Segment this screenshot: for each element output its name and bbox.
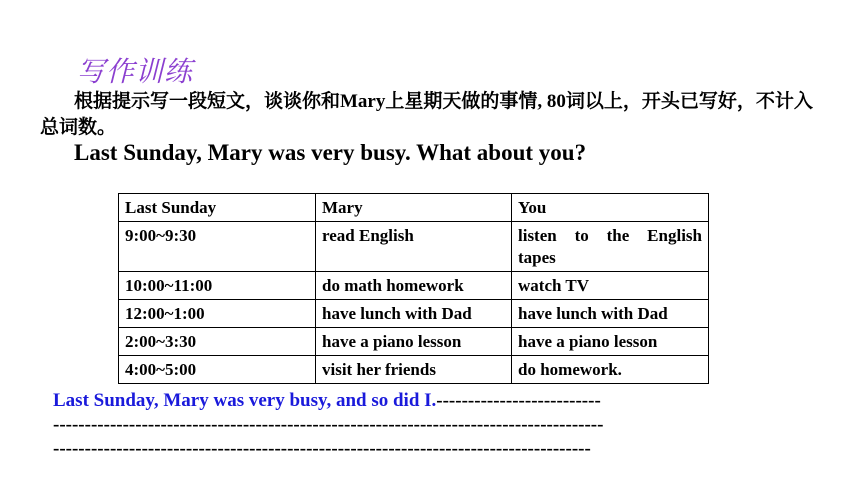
answer-start: Last Sunday, Mary was very busy, and so did I. — [53, 390, 437, 411]
table-row — [119, 272, 709, 300]
table-row — [119, 300, 709, 328]
mary-cell: do math homework — [316, 272, 512, 300]
header-cell-time: Last Sunday — [119, 194, 316, 222]
time-cell: 10:00~11:00 — [119, 272, 316, 300]
you-cell: watch TV — [512, 272, 709, 300]
answer-dashes-1: -------------------------- — [436, 390, 601, 411]
lead-sentence: Last Sunday, Mary was very busy. What about you? — [74, 140, 587, 165]
schedule-table — [118, 193, 709, 384]
time-cell: 12:00~1:00 — [119, 300, 316, 328]
answer-line-1 — [53, 389, 603, 413]
mary-cell: visit her friends — [316, 356, 512, 384]
header-cell-you: You — [512, 194, 709, 222]
time-cell: 4:00~5:00 — [119, 356, 316, 384]
you-cell: have a piano lesson — [512, 328, 709, 356]
you-cell: have lunch with Dad — [512, 300, 709, 328]
time-cell: 2:00~3:30 — [119, 328, 316, 356]
table-row — [119, 356, 709, 384]
mary-cell: have a piano lesson — [316, 328, 512, 356]
answer-area — [53, 389, 603, 461]
table-row — [119, 222, 709, 272]
table-header-row — [119, 194, 709, 222]
mary-cell: have lunch with Dad — [316, 300, 512, 328]
exercise-heading: 写作训练 — [77, 55, 194, 88]
answer-dashes-3: ------------------------------------------------------------------------------------- — [53, 438, 591, 459]
you-cell: listen to the English tapes — [512, 222, 709, 272]
answer-dashes-2: --------------------------------------------------------------------------------------- — [53, 414, 604, 435]
mary-cell: read English — [316, 222, 512, 272]
instructions-text: 根据提示写一段短文，谈谈你和Mary上星期天做的事情, 80词以上，开头已写好，不计入总词数。 — [40, 91, 813, 138]
you-cell: do homework. — [512, 356, 709, 384]
table-row — [119, 328, 709, 356]
time-cell: 9:00~9:30 — [119, 222, 316, 272]
header-cell-mary: Mary — [316, 194, 512, 222]
